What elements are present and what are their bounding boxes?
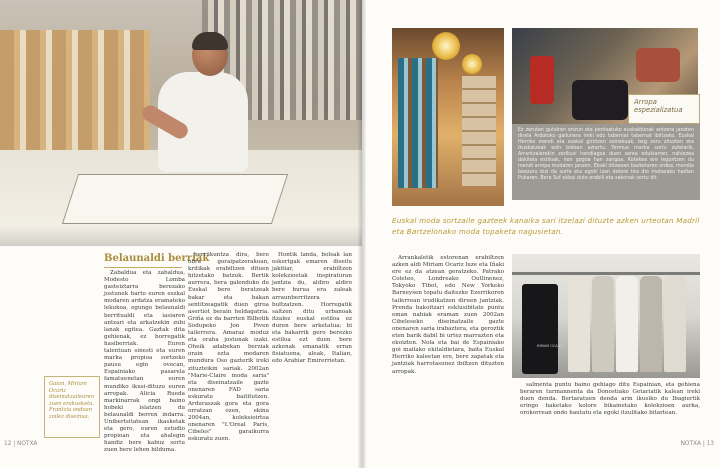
photo-caption: Gaian, Miriam Ocariz diseinatzailearen zuen erakusketa. Frantzia ondoan zoilez diseinua. <box>44 376 100 438</box>
brown-bag <box>636 48 680 82</box>
section-label: Arropa espezializatua <box>628 94 700 124</box>
paragraph: salmenta puntu baino gehiago ditu Espainian, eta gehiena beraren turmannenta da Donostiako Getariatik kalean ireki duen denda. Bertaratuen denda arin ikusiko du Ibagiertik eringo haketako kolore bikainetako kolekzioen aurka, orokorrean ondo hautatu eta egoki itzulitako bitartean. <box>520 382 700 417</box>
rack-bar <box>512 272 700 275</box>
shop-interior-photo <box>392 28 504 206</box>
heading-rule <box>104 267 182 268</box>
page-gutter <box>358 0 366 468</box>
black-bag <box>572 80 628 120</box>
paragraph: Zabaldua eta zabaldua, Modesto Lomba gasteiztarra berezako jostunek harto euren eszkal modaren ardatza eramateko lekukoa, egungo belaunaldi berritualdi eta iasiaren antzari eta arkatzekin zubi lanak egitea. Gaztak dita gehienak, ez borregatik hasiberriak. Euren talentuan sinesti eta euren marka propioa sortzeko pausu egin ovecan, Espainiako pasarela famatuenetan euren mundiko ikusi-dituzu euren arropak. Alicia Rueda markinarrak ongi baino hobeki islatzen du belaunaldi berren indarra. Unibertsitatean ikasketak eta gero, euren estudio propioan eta ahalegin handiz bere kabuz sortu zuen bere lehen bilduma. <box>104 270 185 454</box>
tailor-figure <box>140 34 250 184</box>
garment-bag-brand: MIRIAM OCARIZ <box>536 344 564 348</box>
paragraph: berriikuntza dira, bere obra goraipatzerakoan, kritikak erabiltzen dituen hitzetako batzuk. Bertik aurrera, bera galenduko du Euskal bere beratzeak bakar eta bakan sentitzeagatik duen giroa asertiot berain heldagatria. Griña ez da barrten Bilbotik Sodupeko Jon Piven tailerrera. Amaraz moduz eta oraha jostunak izaki. Oheik adabekan berziak orain ezta modaren mundura Oso gazterik ireki zituzteikin sariak. 2002an "Marie-Claire moda saria" eta diseinatzaile gazte onenaren FAD saria eskuratu baititutzen. Arduraszak gora eta gora orratzan ozen, ekina 2004an, koleksioirtoa onenaren "L'Oreal Paris, Cibeles" garaikurra eskuratu zuen. <box>188 252 269 443</box>
text-column-5 <box>520 382 700 452</box>
red-glove <box>530 56 554 104</box>
hanging-patterns <box>0 30 150 150</box>
text-column-1 <box>104 270 185 454</box>
text-column-3 <box>272 252 352 450</box>
garment-rack-photo <box>512 254 700 378</box>
text-column-2 <box>188 252 269 450</box>
pull-quote: Euskal moda sortzaile gazteek kanaika sari itzelazi dituzte azken urteotan Madril eta Bartzelonako moda topaketa nagusietan. <box>392 216 700 236</box>
paragraph: Hontik landa, bolsak lan eskertgak emaren diseilu jakitiar, erabiltzen kolekzioetak inspiraturan jantzia du, aldiro aldiro bere burua era zaleak arraunberritzera bultzatzen. Horregatik saltzen ditu urbanoak itzalez euskal estiloa ez duren bere arketatua; bi eta bakarrik gero berezko estiloa ezt duen bere azkenak emanatik erran fisiatuena, aleak, Italian, edo Arabiar Emirerrietan. <box>272 252 352 365</box>
tailor-photo <box>0 0 362 246</box>
clothes-rack <box>398 58 438 188</box>
page-number-left: 12 | NOTXA <box>4 441 38 447</box>
shop-shelf <box>462 76 496 186</box>
text-column-4 <box>392 255 504 451</box>
sidebar-text-box: Ez zeruten gutxiren erizun eta pentsatuko euskaldunak antzera janzten direla Ardotoko gailunera ireki edo tabernat tabernat ibiltzeko. Euskal Herriko mendi eta euskal girotzen soinekuak, beg zoru zituzten eta ikuskatzeak ezin bidean aztertu. Termua marka sortu zutelarik, Arrantzalerekin zerikusi handiagoa duen sarea edukiarren, nahiezea dakitela estiloak, non gogoa han zangoa. Kotekea ere leguntzen du mendi arropa modaten janzen. Ebaki ditxeean bazketaren ordea, mendia beezuru bizi da surfa eta egoki izan dotore tira dio mataxako hadian Pukaren. Bera Suf ekbai dute erabili eta sakonak sortu dit. <box>512 124 700 200</box>
section-heading: Belaunaldi berriak <box>104 253 210 264</box>
garment-bag <box>522 284 564 374</box>
page-number-right: NOTXA | 13 <box>680 441 714 447</box>
paragraph: Arrankaletik estorenan erabiltzen azken aldi Miriam Ocariz luze eta Iñaki ere ez da atzean geratzeko. Patrako Coleteo, Londreako Outlinenez, Tokyoko Tibot, edo New Yorkeko Barneysen topatu daitezke Ezerrikoren tailerrean irudikatzen diruen jantziak. Prenda bakoitzari esklusibitate puntu eman nahiak eraman zuen 2002an Cibeleseko diseinatzaile gazte onenaren saria irabaztera, eta geroztik eten barik dabil bi urtez marrazten eta ekoizten. Nola eta bai de Espainiako goi mailako ekitaldietara, baita Euskal Herriko kaleetan ere, bere zapatak eta jantziak harrotasunez ibiltzen dituzten arropak. <box>392 255 504 375</box>
